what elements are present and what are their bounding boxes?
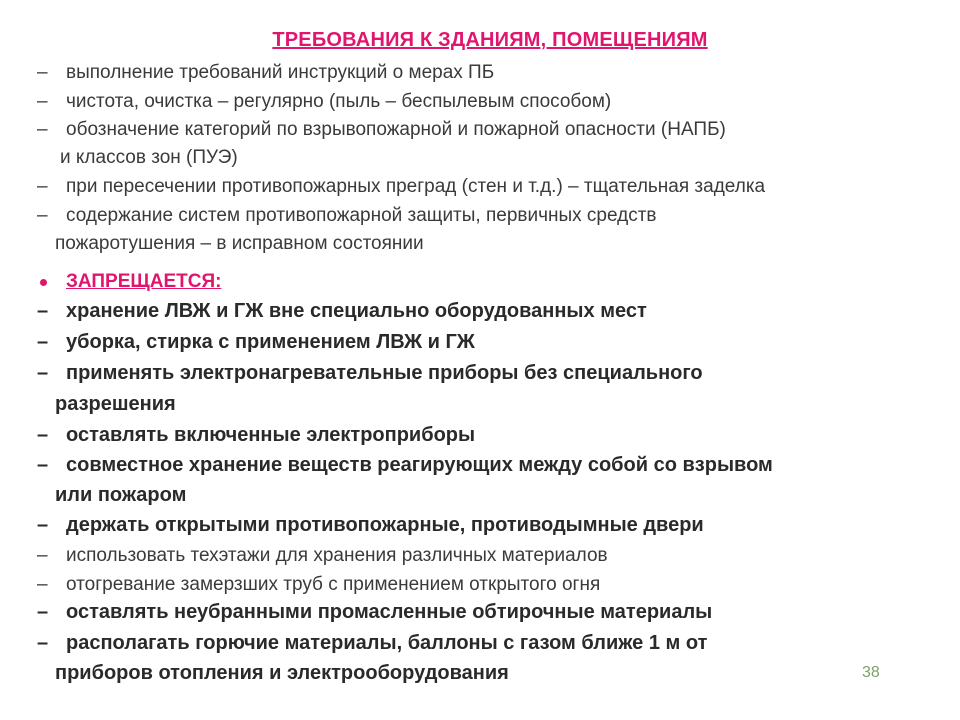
dash-bullet: – [37, 424, 49, 446]
forbidden-item: – хранение ЛВЖ и ГЖ вне специально оборудованных мест [37, 300, 647, 322]
page-number: 38 [862, 664, 880, 681]
requirement-item: – содержание систем противопожарной защиты, первичных средств [37, 205, 657, 226]
dash-bullet: – [37, 601, 49, 623]
forbidden-item: – оставлять включенные электроприборы [37, 424, 476, 446]
requirement-item: – при пересечении противопожарных преград (стен и т.д.) – тщательная заделка [37, 176, 766, 197]
forbidden-item-continuation: разрешения [55, 393, 176, 415]
forbidden-item: – совместное хранение веществ реагирующих между собой со взрывом [37, 454, 773, 476]
dash-bullet: – [37, 545, 48, 566]
forbidden-item: – применять электронагревательные приборы без специального [37, 362, 703, 384]
dash-bullet: – [37, 362, 49, 384]
dash-bullet: – [37, 514, 49, 536]
dash-bullet: – [37, 632, 49, 654]
slide-title: ТРЕБОВАНИЯ К ЗДАНИЯМ, ПОМЕЩЕНИЯМ [272, 29, 708, 51]
forbidden-item: – уборка, стирка с применением ЛВЖ и ГЖ [37, 331, 475, 353]
forbidden-item: – использовать техэтажи для хранения различных материалов [37, 545, 608, 566]
dash-bullet: – [37, 176, 48, 197]
bullet-dot-icon [40, 279, 47, 286]
requirement-item-continuation: и классов зон (ПУЭ) [60, 147, 238, 168]
dash-bullet: – [37, 119, 48, 140]
requirement-item: – чистота, очистка – регулярно (пыль – беспылевым способом) [37, 91, 612, 112]
forbidden-item: – располагать горючие материалы, баллоны с газом ближе 1 м от [37, 632, 708, 654]
forbidden-item: – держать открытыми противопожарные, противодымные двери [37, 514, 704, 536]
dash-bullet: – [37, 300, 49, 322]
dash-bullet: – [37, 454, 49, 476]
dash-bullet: – [37, 574, 48, 595]
forbidden-item: – отогревание замерзших труб с применением открытого огня [37, 574, 601, 595]
dash-bullet: – [37, 205, 48, 226]
dash-bullet: – [37, 62, 48, 83]
requirement-item: – обозначение категорий по взрывопожарной и пожарной опасности (НАПБ) [37, 119, 726, 140]
dash-bullet: – [37, 331, 49, 353]
requirement-item: – выполнение требований инструкций о мерах ПБ [37, 62, 495, 83]
requirement-item-continuation: пожаротушения – в исправном состоянии [55, 233, 424, 254]
forbidden-item: – оставлять неубранными промасленные обтирочные материалы [37, 601, 713, 623]
dash-bullet: – [37, 91, 48, 112]
forbidden-item-continuation: приборов отопления и электрооборудования [55, 662, 509, 684]
forbidden-heading-row [37, 271, 221, 293]
forbidden-heading: ЗАПРЕЩАЕТСЯ: [66, 271, 222, 292]
forbidden-item-continuation: или пожаром [55, 484, 187, 506]
